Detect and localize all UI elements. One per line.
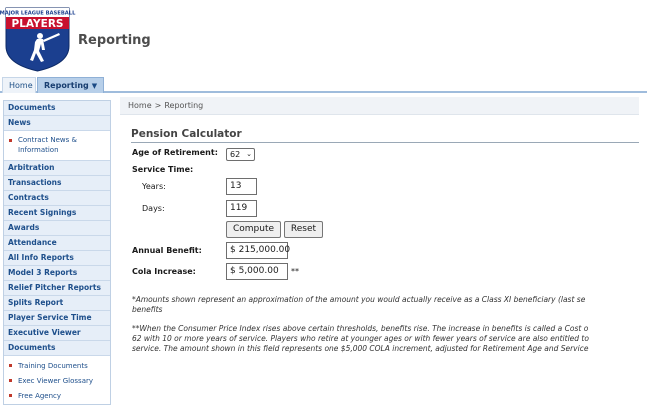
- news-submenu: [4, 131, 110, 161]
- years-label: Years:: [142, 182, 166, 191]
- sidebar-subitem-label: Contract News & Information: [18, 136, 77, 154]
- header: [0, 0, 647, 76]
- sidebar-item-model-3-reports[interactable]: Model 3 Reports: [4, 266, 110, 281]
- mlb-players-logo[interactable]: [0, 6, 76, 72]
- nav-tab-reporting[interactable]: [37, 77, 104, 93]
- nav-tab-home[interactable]: Home: [2, 77, 36, 93]
- chevron-down-icon: ▼: [91, 82, 98, 90]
- svg-text:MAJOR LEAGUE BASEBALL: MAJOR LEAGUE BASEBALL: [0, 10, 76, 17]
- sidebar-item-news[interactable]: News: [4, 116, 110, 131]
- sidebar-subitem-label: Training Documents: [18, 362, 88, 370]
- sidebar-item-arbitration[interactable]: Arbitration: [4, 161, 110, 176]
- svg-text:PLAYERS: PLAYERS: [11, 18, 64, 30]
- breadcrumb-home[interactable]: Home: [128, 101, 152, 110]
- cola-footnote-marker: **: [291, 267, 299, 276]
- calculator-title: Pension Calculator: [131, 128, 639, 143]
- bullet-icon: [9, 139, 12, 142]
- documents-submenu: [4, 356, 110, 408]
- annual-benefit-label: Annual Benefit:: [132, 246, 202, 255]
- breadcrumb-current: Reporting: [164, 101, 204, 110]
- sidebar-subitem-exec-viewer-glossary[interactable]: [4, 374, 110, 389]
- bullet-icon: [9, 364, 12, 367]
- sidebar-subitem-label: Exec Viewer Glossary: [18, 377, 94, 385]
- reset-button[interactable]: Reset: [284, 221, 323, 238]
- sidebar-item-documents[interactable]: Documents: [4, 101, 110, 116]
- years-input[interactable]: 13: [226, 178, 257, 195]
- age-of-retirement-label: Age of Retirement:: [132, 148, 218, 157]
- pension-calculator: [131, 128, 639, 408]
- sidebar-item-recent-signings[interactable]: Recent Signings: [4, 206, 110, 221]
- sidebar-item-attendance[interactable]: Attendance: [4, 236, 110, 251]
- sidebar-subitem-label: Free Agency: [18, 392, 62, 400]
- days-label: Days:: [142, 204, 165, 213]
- sidebar-subitem-contract-news[interactable]: [4, 134, 110, 156]
- cola-increase-label: Cola Increase:: [132, 267, 196, 276]
- sidebar-item-splits-report[interactable]: Splits Report: [4, 296, 110, 311]
- top-nav: [0, 77, 647, 93]
- compute-button[interactable]: Compute: [226, 221, 281, 238]
- sidebar-item-player-service-time[interactable]: Player Service Time: [4, 311, 110, 326]
- sidebar-item-documents-2[interactable]: Documents: [4, 341, 110, 356]
- annual-benefit-field: $ 215,000.00: [226, 242, 288, 259]
- sidebar-item-awards[interactable]: Awards: [4, 221, 110, 236]
- bullet-icon: [9, 379, 12, 382]
- breadcrumb-separator: >: [154, 101, 162, 110]
- days-input[interactable]: 119: [226, 200, 257, 217]
- bullet-icon: [9, 394, 12, 397]
- breadcrumb: [120, 97, 639, 115]
- page-title: Reporting: [78, 33, 151, 48]
- cola-increase-field: $ 5,000.00: [226, 263, 288, 280]
- age-of-retirement-select[interactable]: [226, 148, 255, 161]
- chevron-down-icon: ⌄: [246, 150, 252, 158]
- sidebar-item-contracts[interactable]: Contracts: [4, 191, 110, 206]
- sidebar-subitem-free-agency[interactable]: [4, 389, 110, 404]
- age-value: 62: [230, 150, 241, 159]
- sidebar: [3, 100, 111, 405]
- nav-tab-reporting-label: Reporting: [44, 81, 89, 90]
- benefit-footnote: *Amounts shown represent an approximation of the amount you would actually receive as a Class XI beneficiary (last se benefits: [132, 295, 586, 314]
- sidebar-item-executive-viewer[interactable]: Executive Viewer: [4, 326, 110, 341]
- sidebar-item-all-info-reports[interactable]: All Info Reports: [4, 251, 110, 266]
- sidebar-subitem-training-documents[interactable]: [4, 359, 110, 374]
- cola-footnote: **When the Consumer Price Index rises above certain thresholds, benefits rise. The increase in benefits is called a Cost o 62 with 10 or more years of service. Players who retire at younger ages or with fewer years of service are also entitled to service. The amount shown in this field represents one $5,000 COLA increment, adjusted for Retirement Age and Service: [132, 324, 589, 353]
- sidebar-item-transactions[interactable]: Transactions: [4, 176, 110, 191]
- sidebar-item-relief-pitcher-reports[interactable]: Relief Pitcher Reports: [4, 281, 110, 296]
- service-time-label: Service Time:: [132, 165, 194, 174]
